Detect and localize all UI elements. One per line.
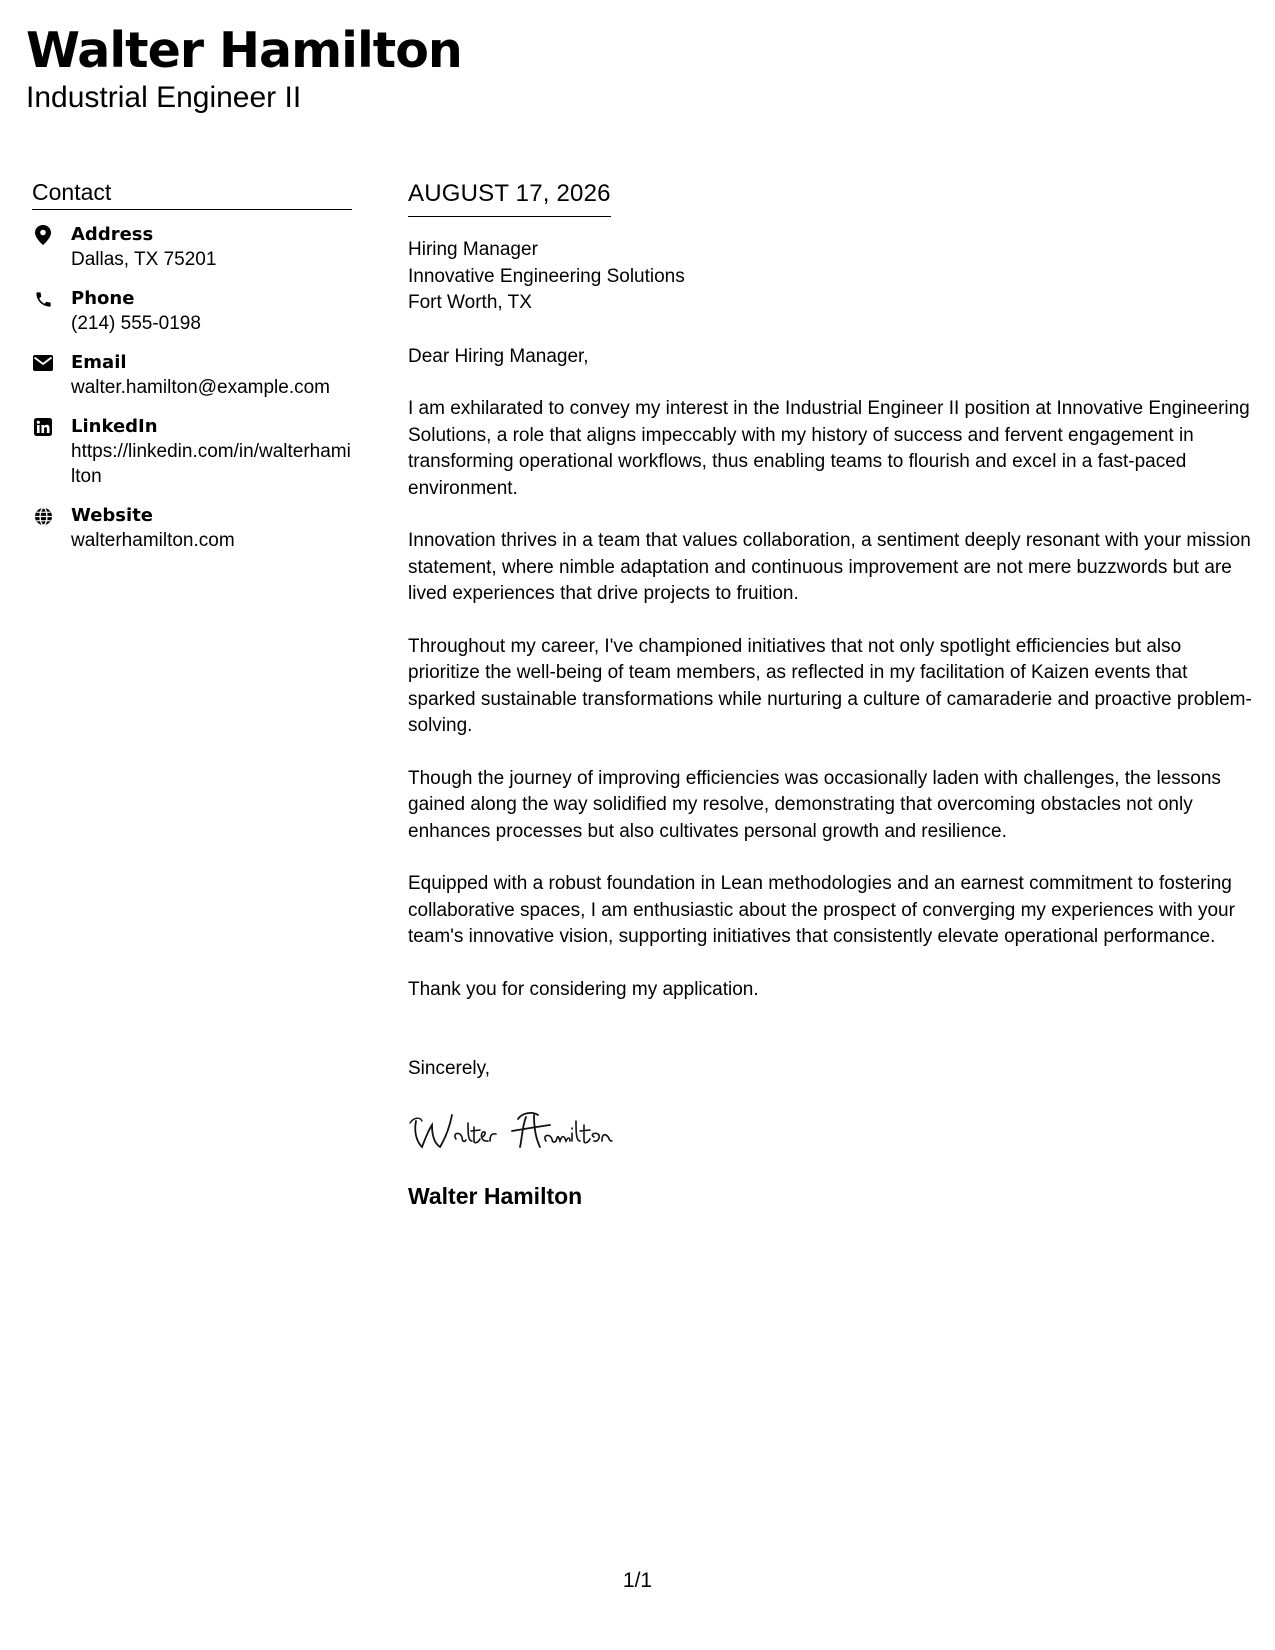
envelope-icon: [32, 352, 54, 374]
applicant-name: Walter Hamilton: [26, 22, 462, 79]
applicant-job-title: Industrial Engineer II: [26, 81, 302, 114]
contact-item-phone: [32, 286, 352, 336]
letter-paragraph: I am exhilarated to convey my interest in the Industrial Engineer II position at Innovative Engineering Solutions, a role that aligns impeccably with my history of success and fervent engagement in transforming operational workflows, thus enabling teams to flourish and excel in a fast-paced environment.: [408, 398, 1250, 499]
closing: Sincerely,: [408, 1058, 491, 1079]
contact-label: Phone: [71, 288, 135, 309]
contact-label: LinkedIn: [71, 416, 158, 437]
globe-icon: [32, 505, 54, 527]
contact-heading: Contact: [32, 177, 352, 210]
phone-value: (214) 555-0198: [71, 313, 201, 334]
contact-label: Email: [71, 352, 127, 373]
recipient-block: [408, 237, 1253, 317]
contact-label: Website: [71, 505, 154, 526]
handwritten-signature: [408, 1107, 678, 1157]
contact-sidebar: [32, 177, 352, 567]
recipient-company: Innovative Engineering Solutions: [408, 265, 685, 287]
signed-name: Walter Hamilton: [408, 1182, 583, 1209]
letter-paragraph: Though the journey of improving efficiencies was occasionally laden with challenges, the lessons gained along the way solidified my resolve, demonstrating that overcoming obstacles not only enhances processes but also cultivates personal growth and resilience.: [408, 767, 1221, 842]
map-pin-icon: [32, 224, 54, 246]
document-header: [26, 22, 462, 116]
contact-label: Address: [71, 224, 154, 245]
email-value: walter.hamilton@example.com: [71, 377, 331, 398]
letter-paragraph: Throughout my career, I've championed initiatives that not only spotlight efficiencies but also prioritize the well-being of team members, as reflected in my facilitation of Kaizen events that sparked sustainable transformations while nurturing a culture of camaraderie and proactive problem-solving.: [408, 635, 1252, 736]
letter-paragraph: Thank you for considering my application.: [408, 978, 759, 1000]
recipient-location: Fort Worth, TX: [408, 292, 532, 313]
contact-item-website: [32, 503, 352, 553]
contact-list: [32, 222, 352, 553]
letter-body: [408, 178, 1253, 1211]
letter-date: AUGUST 17, 2026: [408, 178, 611, 217]
salutation: Dear Hiring Manager,: [408, 345, 589, 367]
letter-paragraph: Innovation thrives in a team that values collaboration, a sentiment deeply resonant with your mission statement, where nimble adaptation and continuous improvement are not mere buzzwords but are lived experiences that drive projects to fruition.: [408, 530, 1251, 604]
address-value: Dallas, TX 75201: [71, 249, 217, 270]
phone-icon: [32, 288, 54, 310]
letter-paragraph: Equipped with a robust foundation in Lean methodologies and an earnest commitment to fostering collaborative spaces, I am enthusiastic about the prospect of converging my experiences with your team's innovative vision, supporting initiatives that consistently elevate operational performance.: [408, 873, 1235, 947]
contact-item-email: [32, 350, 352, 400]
contact-item-address: [32, 222, 352, 272]
contact-item-linkedin: [32, 414, 352, 489]
linkedin-icon: [32, 416, 54, 438]
recipient-line: Hiring Manager: [408, 239, 538, 260]
linkedin-value: https://linkedin.com/in/walterhamilton: [71, 441, 351, 487]
page-number: 1/1: [622, 1569, 653, 1592]
website-value: walterhamilton.com: [71, 530, 235, 551]
